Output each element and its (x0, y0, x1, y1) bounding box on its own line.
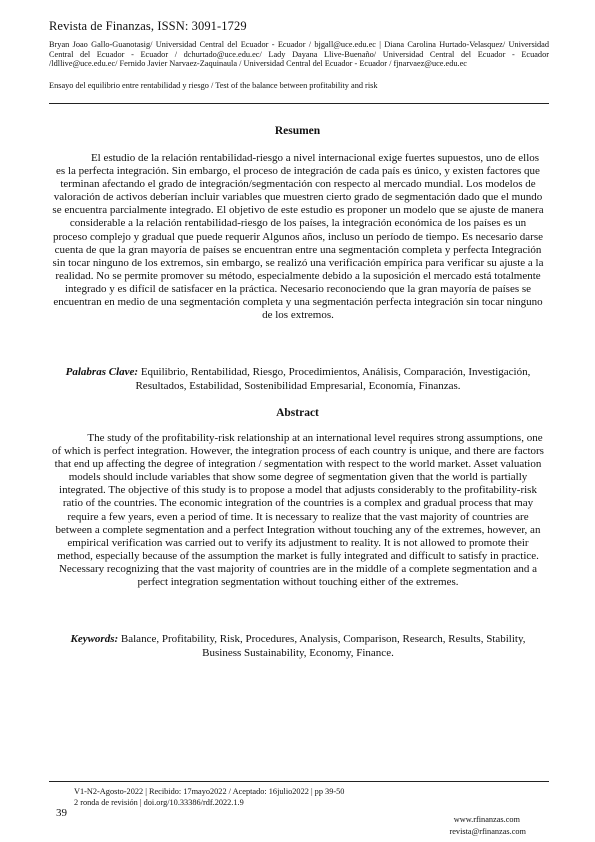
palabras-clave-label: Palabras Clave: (65, 366, 139, 378)
author-list: Bryan Joao Gallo-Guanotasig/ Universidad Central del Ecuador - Ecuador / bjgall@uce.edu.ec | Diana Carolina Hurtado-Velasquez/ Universidad Central del Ecuador - Ecuador / dchurtado@uce.edu.ec/ Lady Dayana Llive-Buenaño/ Universidad Central del Ecuador - Ecuador /ldllive@uce.edu.ec/ Fernido Javier Narvaez-Zaquinaula / Universidad Central del Ecuador - Ecuador / fjnarvaez@uce.edu.ec (49, 40, 549, 69)
abstract-paragraph (52, 432, 544, 589)
abstract-heading: Abstract (276, 407, 319, 419)
journal-title: Revista de Finanzas, ISSN: 3091-1729 (49, 19, 247, 33)
resumen-paragraph (52, 152, 544, 322)
header-divider (49, 103, 549, 104)
keywords (52, 632, 544, 660)
email-link[interactable]: revista@rfinanzas.com (449, 827, 526, 836)
publication-info: V1-N2-Agosto-2022 | Recibido: 17mayo2022 / Aceptado: 16julio2022 | pp 39-50 (74, 787, 345, 796)
resumen-heading: Resumen (274, 125, 321, 137)
website-link[interactable]: www.rfinanzas.com (453, 815, 520, 824)
palabras-clave-list: Equilibrio, Rentabilidad, Riesgo, Procedimientos, Análisis, Comparación, Investigación, Resultados, Estabilidad, Sostenibilidad Empresarial, Economía, Finanzas. (135, 366, 531, 392)
resumen-text: El estudio de la relación rentabilidad-riesgo a nivel internacional exige fuertes supuestos, uno de ellos es la perfecta integración. Sin embargo, el proceso de integración de cada país es único, y existen factores que terminan afectando el grado de integración/segmentación con respecto al mercado mundial. Los modelos de valoración de activos deberían incluir variables que muestren cierto grado de segmentación dado que el mundo se encuentra parcialmente integrado. El objetivo de este estudio es proponer un modelo que se ajuste de manera considerable a la relación rentabilidad-riesgo de los países, la integración económica de los países es un proceso complejo y gradual que puede requerir Algunos años, incluso un período de tiempo. Es necesario darse cuenta de que la gran mayoría de países se encuentran entre una segmentación completa y perfecta Integración sin tocar ninguno de los extremos, sin embargo, se realizó una verificación empírica para verificar su ajuste a la realidad. No se permite promover su método, especialmente debido a la suposición el mercado está totalmente integrado y es difícil de satisfacer en la práctica. Necesario reconociendo que la gran mayoría de países se encuentran en medio de una segmentación completa y una segmentación perfecta integración sin tocar ninguno de los extremos. (52, 152, 544, 322)
keywords-label: Keywords: (70, 633, 119, 645)
abstract-text: The study of the profitability-risk relationship at an international level requires strong assumptions, one of which is perfect integration. However, the integration process of each country is unique, and there are factors that end up affecting the degree of integration / segmentation with respect to the world market. Asset valuation models should include variables that show some degree of segmentation given that the world is partially integrated. The objective of this study is to propose a model that adjusts considerably to the profitability-risk ratio of the countries. The economic integration of the countries is a complex and gradual process that may require a few years, even a period of time. It is necessary to realize that the vast majority of countries are between a complete segmentation and a perfect Integration without touching any of the extremes, however, an empirical verification was carried out to verify its adjustment to reality. It is not allowed to promote their method, especially because of the assumption the market is fully integrated and difficult to satisfy in practice. Necessary recognizing that the vast majority of countries are in the middle of a complete segmentation and a perfect integration segmentation without touching either of the extremes. (52, 432, 544, 589)
palabras-clave (52, 365, 544, 393)
doi-info: 2 ronda de revisión | doi.org/10.33386/rdf.2022.1.9 (74, 798, 244, 807)
keywords-list: Balance, Profitability, Risk, Procedures, Analysis, Comparison, Research, Results, Stability, Business Sustainability, Economy, Finance. (120, 633, 526, 659)
footer-divider (49, 781, 549, 782)
page-number: 39 (56, 807, 67, 819)
essay-title: Ensayo del equilibrio entre rentabilidad y riesgo / Test of the balance between profitability and risk (49, 81, 378, 90)
